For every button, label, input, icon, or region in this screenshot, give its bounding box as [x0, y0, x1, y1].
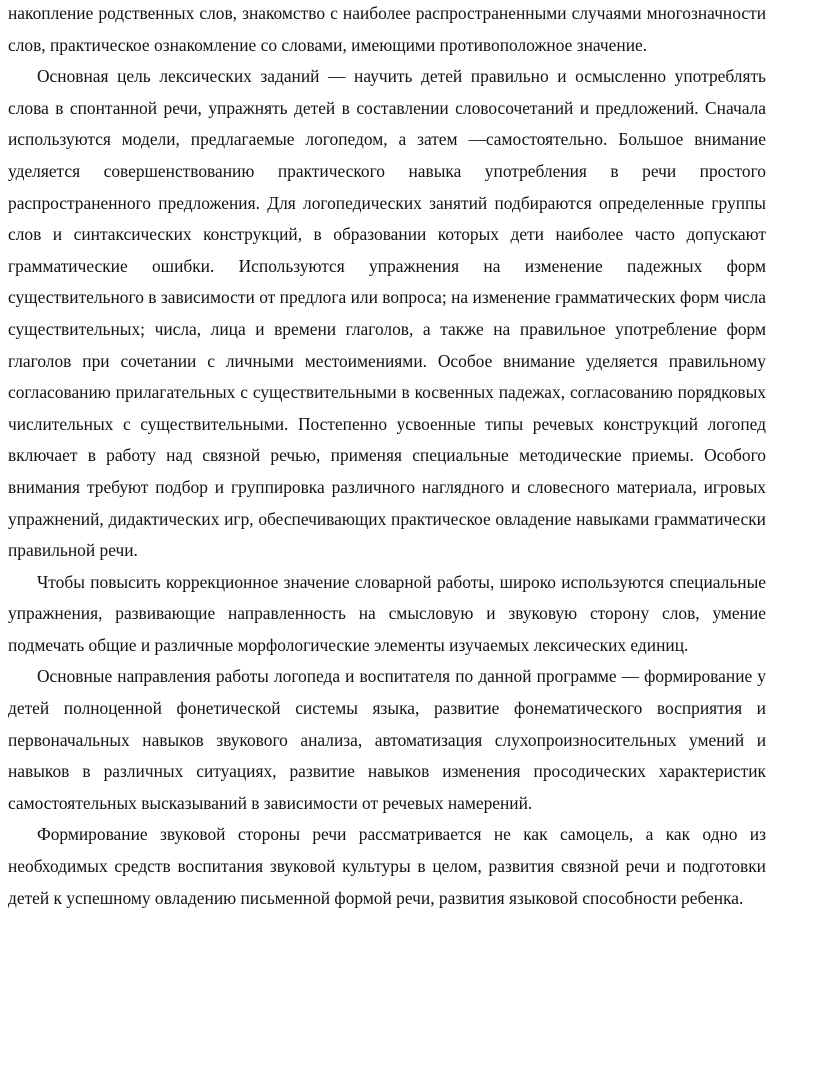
document-page [8, 0, 766, 914]
paragraph-sound-side: Формирование звуковой стороны речи рассматривается не как самоцель, а как одно из необходимых средств воспитания звуковой культуры в целом, развития связной речи и подготовки детей к успешному овладению письменной формой речи, развития языковой способности ребенка. [8, 824, 766, 908]
paragraph-lexical-tasks: Основная цель лексических заданий — научить детей правильно и осмысленно употреблять слова в спонтанной речи, упражнять детей в составлении словосочетаний и предложений. Сначала используются модели, предлагаемые логопедом, а затем —самостоятельно. Большое внимание уделяется совершенствованию практического навыка употребления в речи простого распространенного предложения. Для логопедических занятий подбираются определенные группы слов и синтаксических конструкций, в образовании которых дети наиболее часто допускают грамматические ошибки. Используются упражнения на изменение падежных форм существительного в зависимости от предлога или вопроса; на изменение грамматических форм числа существительных; числа, лица и времени глаголов, а также на правильное употребление форм глаголов при сочетании с личными местоимениями. Особое внимание уделяется правильному согласованию прилагательных с существительными в косвенных падежах, согласованию порядковых числительных с существительными. Постепенно усвоенные типы речевых конструкций логопед включает в работу над связной речью, применяя специальные методические приемы. Особого внимания требуют подбор и группировка различного наглядного и словесного материала, игровых упражнений, дидактических игр, обеспечивающих практическое овладение навыками грамматически правильной речи. [8, 66, 766, 561]
paragraph-main-directions: Основные направления работы логопеда и воспитателя по данной программе — формирование у детей полноценной фонетической системы языка, развитие фонематического восприятия и первоначальных навыков звукового анализа, автоматизация слухопроизносительных умений и навыков в различных ситуациях, развитие навыков изменения просодических характеристик самостоятельных высказываний в зависимости от речевых намерений. [8, 666, 766, 813]
paragraph-vocabulary-work: Чтобы повысить коррекционное значение словарной работы, широко используются специальные упражнения, развивающие направленность на смысловую и звуковую сторону слов, умение подмечать общие и различные морфологические элементы изучаемых лексических единиц. [8, 571, 766, 655]
paragraph-continuation: накопление родственных слов, знакомство с наиболее распространенными случаями многозначности слов, практическое ознакомление со словами, имеющими противоположное значение. [8, 3, 766, 55]
